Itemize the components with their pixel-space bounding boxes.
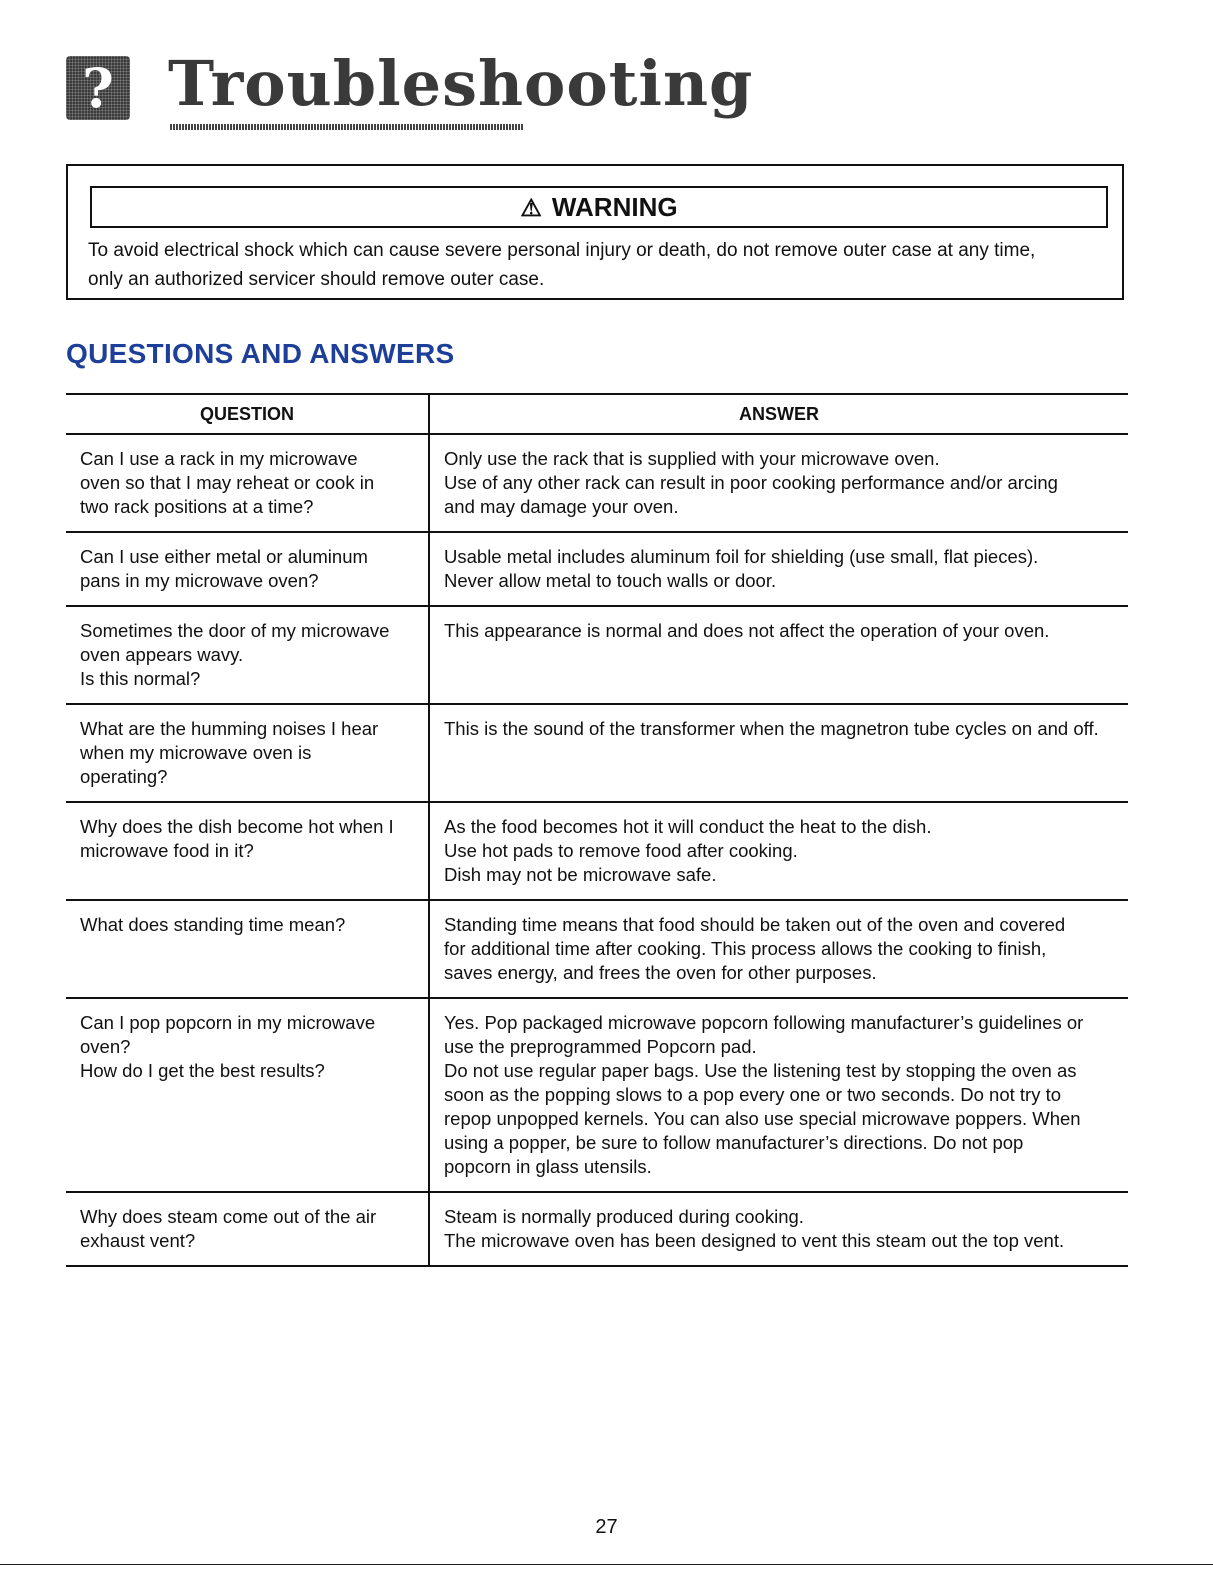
warning-line: To avoid electrical shock which can cause severe personal injury or death, do not remove outer case at any time, — [88, 240, 1036, 261]
question-cell — [66, 1192, 429, 1266]
question-line: Can I pop popcorn in my microwave — [80, 1012, 376, 1033]
question-line: microwave food in it? — [80, 840, 254, 861]
title-underline — [170, 124, 524, 130]
question-line: What are the humming noises I hear — [80, 718, 379, 739]
question-line: Can I use a rack in my microwave — [80, 448, 358, 469]
question-cell — [66, 434, 429, 532]
table-row — [66, 1192, 1128, 1266]
answer-line: Usable metal includes aluminum foil for shielding (use small, flat pieces). — [444, 546, 1039, 567]
answer-line: and may damage your oven. — [444, 496, 679, 517]
answer-cell — [429, 606, 1128, 704]
question-line: Sometimes the door of my microwave — [80, 620, 390, 641]
warning-text — [88, 236, 1108, 294]
answer-line: This appearance is normal and does not affect the operation of your oven. — [444, 620, 1050, 641]
answer-line: use the preprogrammed Popcorn pad. — [444, 1036, 757, 1057]
answer-line: As the food becomes hot it will conduct the heat to the dish. — [444, 816, 932, 837]
answer-cell — [429, 998, 1128, 1192]
answer-line: Standing time means that food should be taken out of the oven and covered — [444, 914, 1066, 935]
question-line: oven? — [80, 1036, 131, 1057]
warning-heading-box — [90, 186, 1108, 228]
warning-box — [66, 164, 1124, 300]
question-line: pans in my microwave oven? — [80, 570, 319, 591]
question-cell — [66, 606, 429, 704]
question-line: Can I use either metal or aluminum — [80, 546, 368, 567]
answer-line: This is the sound of the transformer when the magnetron tube cycles on and off. — [444, 718, 1099, 739]
table-header-row — [66, 394, 1128, 434]
qa-table — [66, 393, 1128, 1267]
answer-cell — [429, 900, 1128, 998]
warning-line: only an authorized servicer should remove outer case. — [88, 269, 545, 290]
answer-cell — [429, 802, 1128, 900]
question-cell — [66, 802, 429, 900]
page-header — [66, 44, 754, 136]
question-cell — [66, 532, 429, 606]
question-line: What does standing time mean? — [80, 914, 346, 935]
page-title: Troubleshooting — [168, 44, 753, 124]
table-row — [66, 998, 1128, 1192]
page-number: 27 — [595, 1516, 618, 1538]
table-row — [66, 704, 1128, 802]
table-row — [66, 900, 1128, 998]
bottom-rule — [0, 1564, 1213, 1565]
answer-line: Do not use regular paper bags. Use the listening test by stopping the oven as — [444, 1060, 1077, 1081]
question-line: How do I get the best results? — [80, 1060, 325, 1081]
answer-line: Dish may not be microwave safe. — [444, 864, 717, 885]
warning-heading: WARNING — [551, 192, 678, 222]
question-line: oven appears wavy. — [80, 644, 244, 665]
question-cell — [66, 704, 429, 802]
question-line: exhaust vent? — [80, 1230, 196, 1251]
answer-line: for additional time after cooking. This process allows the cooking to finish, — [444, 938, 1047, 959]
section-title: QUESTIONS AND ANSWERS — [66, 338, 455, 369]
answer-line: Steam is normally produced during cooking. — [444, 1206, 804, 1227]
table-row — [66, 434, 1128, 532]
answer-line: using a popper, be sure to follow manufacturer’s directions. Do not pop — [444, 1132, 1024, 1153]
question-line: operating? — [80, 766, 168, 787]
answer-line: repop unpopped kernels. You can also use special microwave poppers. When — [444, 1108, 1081, 1129]
question-line: Why does the dish become hot when I — [80, 816, 394, 837]
answer-line: Use hot pads to remove food after cooking. — [444, 840, 798, 861]
question-line: when my microwave oven is — [80, 742, 312, 763]
answer-line: soon as the popping slows to a pop every one or two seconds. Do not try to — [444, 1084, 1062, 1105]
question-line: Why does steam come out of the air — [80, 1206, 377, 1227]
question-cell — [66, 900, 429, 998]
answer-line: Only use the rack that is supplied with your microwave oven. — [444, 448, 940, 469]
answer-cell — [429, 704, 1128, 802]
question-cell — [66, 998, 429, 1192]
answer-cell — [429, 1192, 1128, 1266]
answer-line: Use of any other rack can result in poor cooking performance and/or arcing — [444, 472, 1058, 493]
answer-line: Never allow metal to touch walls or door. — [444, 570, 777, 591]
question-line: oven so that I may reheat or cook in — [80, 472, 375, 493]
table-row — [66, 606, 1128, 704]
table-row — [66, 532, 1128, 606]
question-mark-icon: ? — [66, 56, 130, 120]
question-line: two rack positions at a time? — [80, 496, 314, 517]
answer-line: Yes. Pop packaged microwave popcorn following manufacturer’s guidelines or — [444, 1012, 1084, 1033]
column-header-question: QUESTION — [66, 394, 429, 434]
table-row — [66, 802, 1128, 900]
warning-triangle-icon: ⚠ — [520, 195, 542, 222]
answer-line: popcorn in glass utensils. — [444, 1156, 652, 1177]
answer-line: The microwave oven has been designed to vent this steam out the top vent. — [444, 1230, 1065, 1251]
answer-cell — [429, 532, 1128, 606]
answer-cell — [429, 434, 1128, 532]
question-line: Is this normal? — [80, 668, 201, 689]
column-header-answer: ANSWER — [429, 394, 1128, 434]
answer-line: saves energy, and frees the oven for other purposes. — [444, 962, 877, 983]
